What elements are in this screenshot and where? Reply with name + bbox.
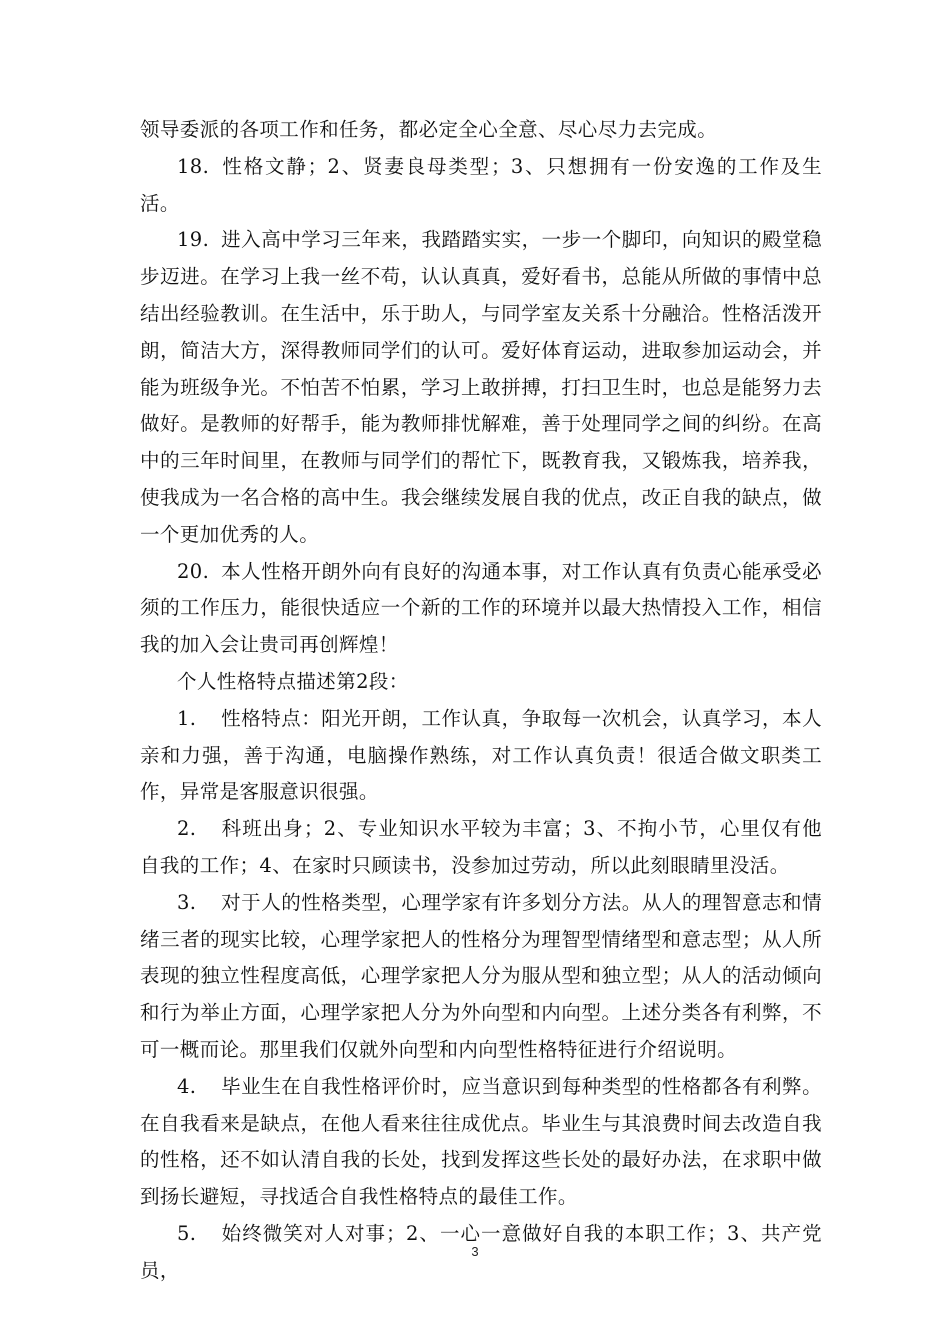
paragraph-number: 4. xyxy=(177,1074,197,1098)
section-heading-text: 个人性格特点描述第2段： xyxy=(177,669,409,693)
paragraph-number: 19. xyxy=(177,228,210,252)
section-heading xyxy=(140,664,822,701)
paragraph-number: 20. xyxy=(177,559,210,583)
paragraph-3 xyxy=(140,885,822,1069)
paragraph-text: 性格文静；2、贤妻良母类型；3、只想拥有一份安逸的工作及生活。 xyxy=(140,154,822,215)
paragraph-number: 1. xyxy=(177,706,197,730)
paragraph-18 xyxy=(140,149,822,223)
page-number: 3 xyxy=(471,1244,479,1259)
paragraph-text: 毕业生在自我性格评价时，应当意识到每种类型的性格都各有利弊。在自我看来是缺点，在他人看来往往成优点。毕业生与其浪费时间去改造自我的性格，还不如认清自我的长处，找到发挥这些长处的最好办法，在求职中做到扬长避短，寻找适合自我性格特点的最佳工作。 xyxy=(140,1074,822,1209)
paragraph-number: 5. xyxy=(177,1221,197,1245)
paragraph-text: 对于人的性格类型，心理学家有许多划分方法。从人的理智意志和情绪三者的现实比较，心理学家把人的性格分为理智型情绪型和意志型；从人所表现的独立性程度高低，心理学家把人分为服从型和独立型；从人的活动倾向和行为举止方面，心理学家把人分为外向型和内向型。上述分类各有利弊，不可一概而论。那里我们仅就外向型和内向型性格特征进行介绍说明。 xyxy=(140,890,822,1061)
paragraph-text: 进入高中学习三年来，我踏踏实实，一步一个脚印，向知识的殿堂稳步迈进。在学习上我一丝不苟，认认真真，爱好看书，总能从所做的事情中总结出经验教训。在生活中，乐于助人，与同学室友关系十分融洽。性格活泼开朗，简洁大方，深得教师同学们的认可。爱好体育运动，进取参加运动会，并能为班级争光。不怕苦不怕累，学习上敢拼搏，打扫卫生时，也总是能努力去做好。是教师的好帮手，能为教师排忧解难，善于处理同学之间的纠纷。在高中的三年时间里，在教师与同学们的帮忙下，既教育我，又锻炼我，培养我，使我成为一名合格的高中生。我会继续发展自我的优点，改正自我的缺点，做一个更加优秀的人。 xyxy=(140,228,822,546)
paragraph-continuation xyxy=(140,112,822,149)
paragraph-text: 本人性格开朗外向有良好的沟通本事，对工作认真有负责心能承受必须的工作压力，能很快适应一个新的工作的环境并以最大热情投入工作，相信我的加入会让贵司再创辉煌！ xyxy=(140,559,822,657)
paragraph-19 xyxy=(140,222,822,553)
paragraph-number: 18. xyxy=(177,154,210,178)
document-body xyxy=(140,112,822,1290)
paragraph-text: 始终微笑对人对事；2、一心一意做好自我的本职工作；3、共产党员， xyxy=(140,1221,822,1282)
paragraph-4 xyxy=(140,1069,822,1216)
paragraph-20 xyxy=(140,554,822,664)
paragraph-1 xyxy=(140,701,822,811)
paragraph-number: 2. xyxy=(177,817,197,841)
paragraph-text: 科班出身；2、专业知识水平较为丰富；3、不拘小节，心里仅有他自我的工作；4、在家时只顾读书，没参加过劳动，所以此刻眼睛里没活。 xyxy=(140,817,822,877)
paragraph-text: 性格特点：阳光开朗，工作认真，争取每一次机会，认真学习，本人亲和力强，善于沟通，电脑操作熟练，对工作认真负责！很适合做文职类工作，异常是客服意识很强。 xyxy=(140,706,822,804)
paragraph-2 xyxy=(140,811,822,885)
paragraph-text: 领导委派的各项工作和任务，都必定全心全意、尽心尽力去完成。 xyxy=(140,118,718,141)
paragraph-number: 3. xyxy=(177,890,197,914)
